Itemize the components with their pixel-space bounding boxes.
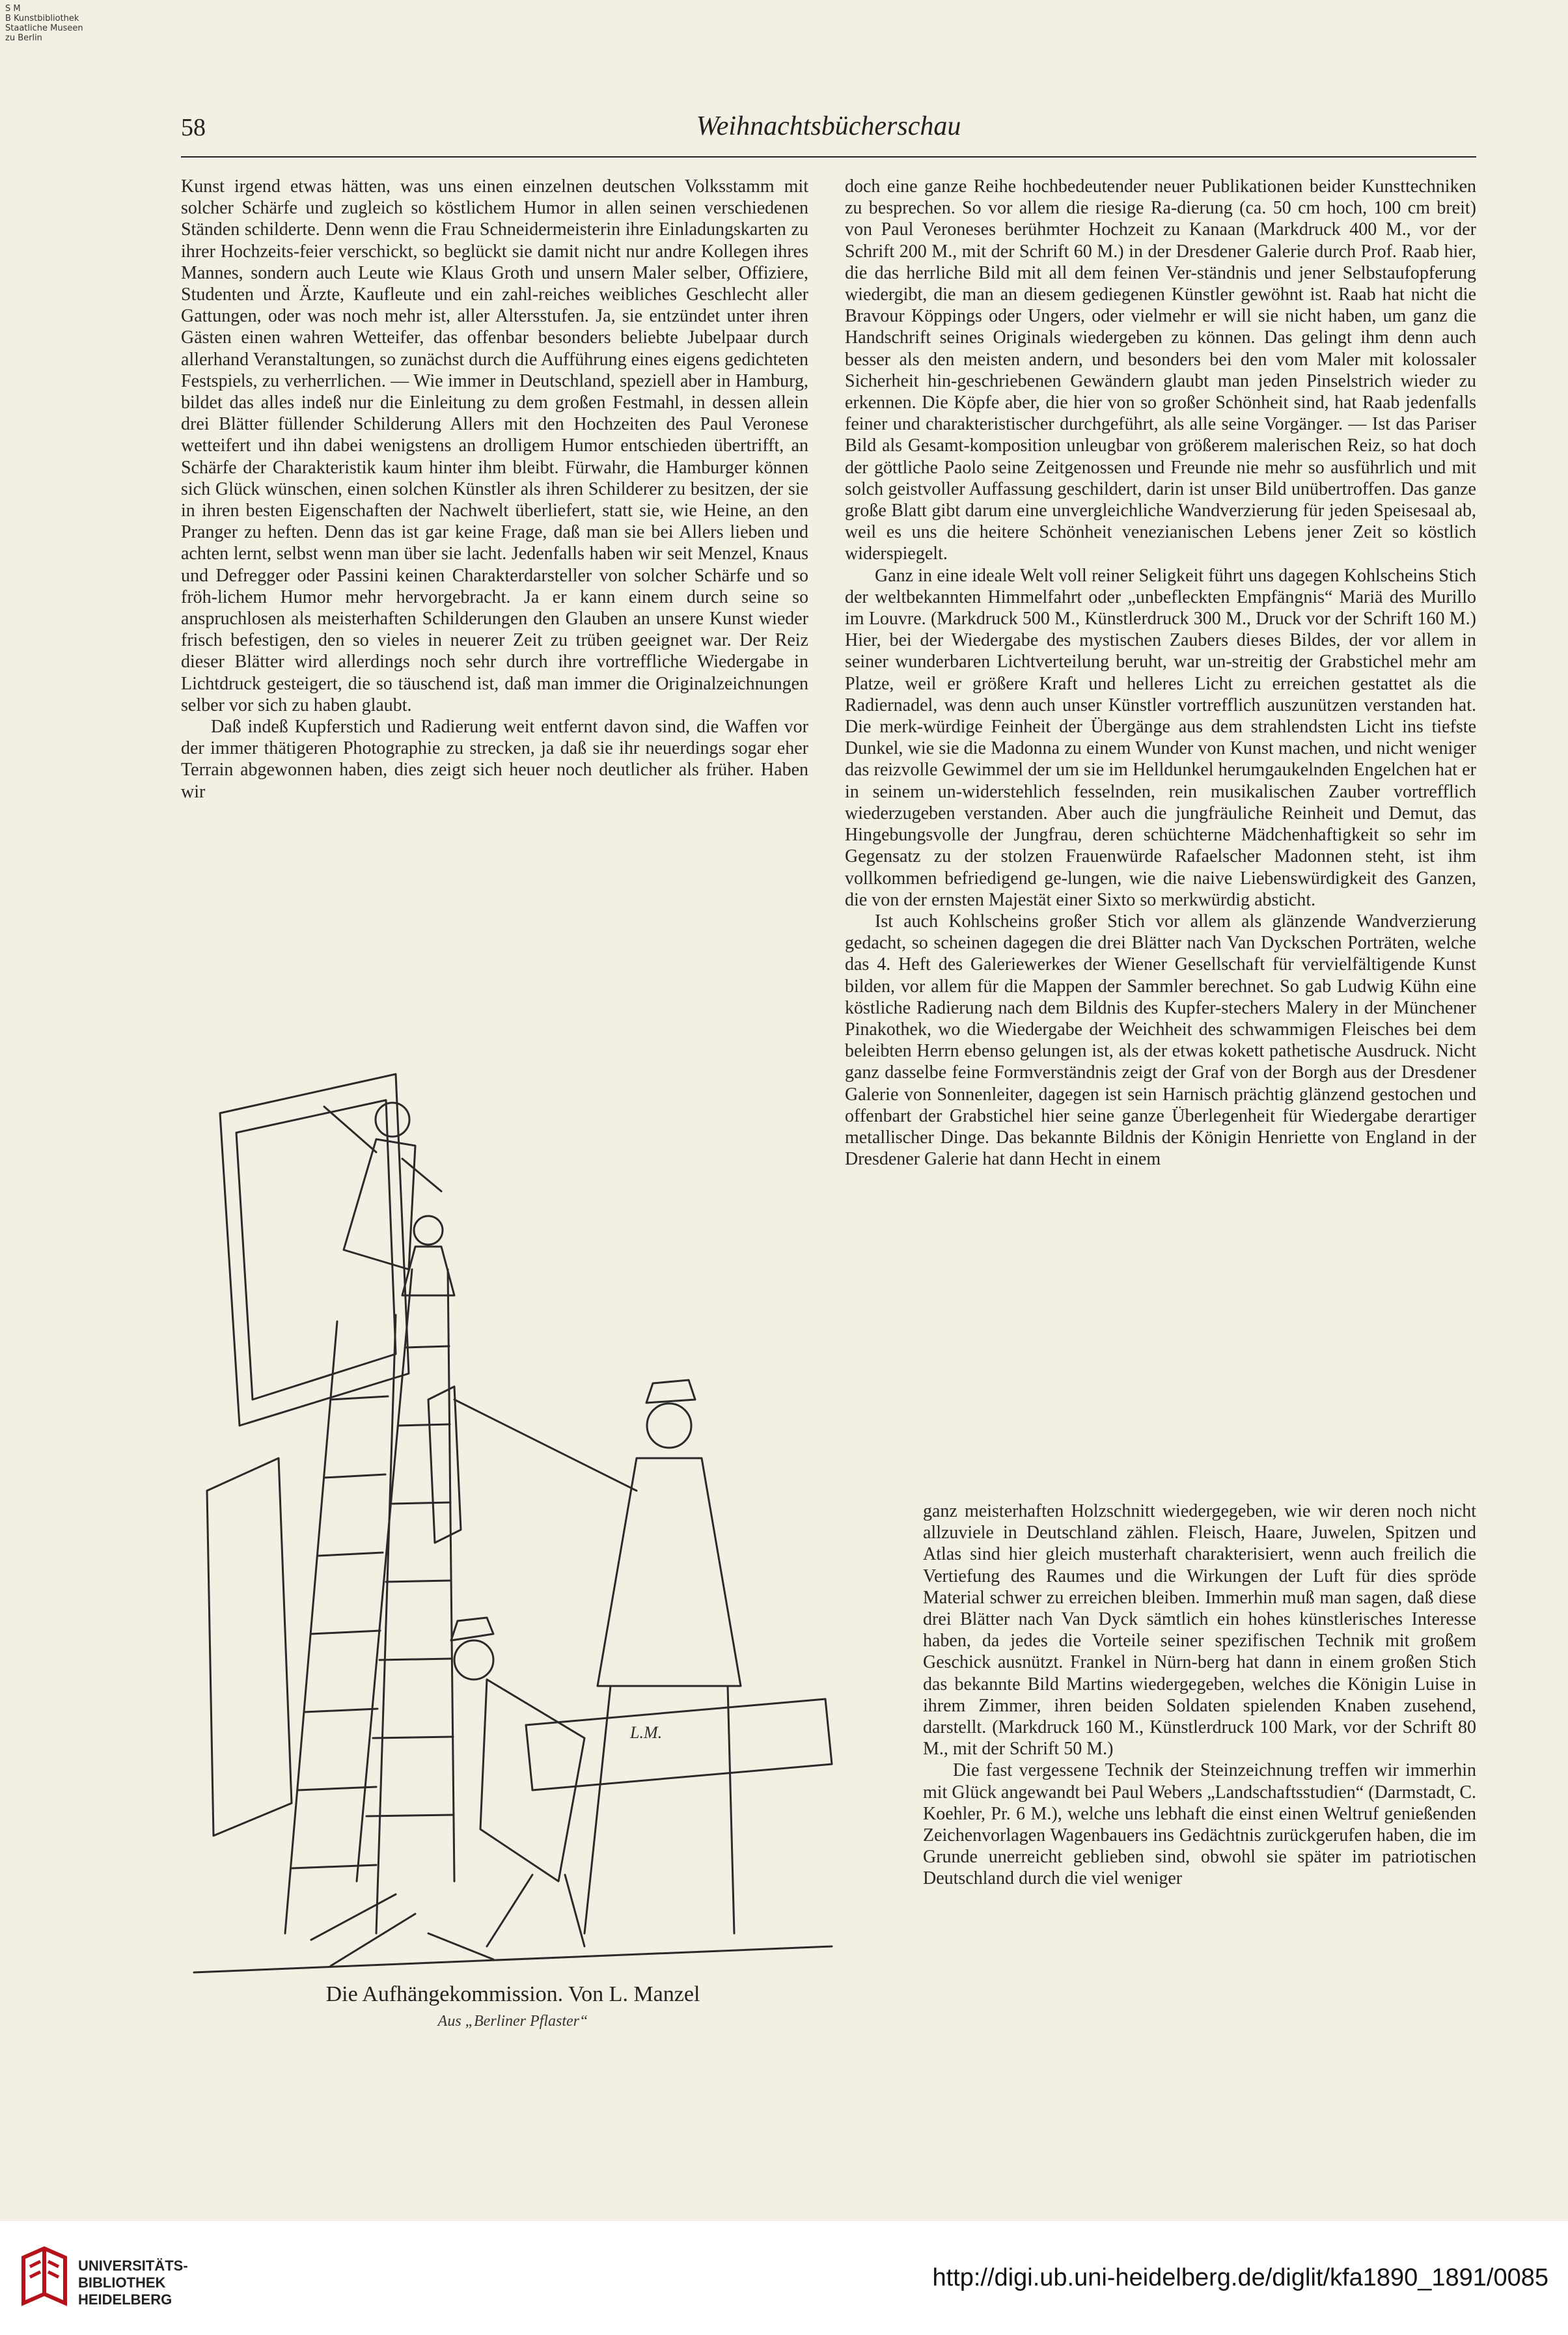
text-column-left <box>181 176 808 1025</box>
library-name-line: UNIVERSITÄTS- <box>78 2258 188 2274</box>
library-stamp <box>5 4 129 43</box>
library-name-line: HEIDELBERG <box>78 2291 172 2308</box>
page-number: 58 <box>181 114 206 141</box>
paragraph: Daß indeß Kupferstich und Radierung weit entfernt davon sind, die Waffen vor der immer thätigeren Photographie zu strecken, ja daß sie ihr neuerdings sogar eher Terrain abgewonnen haben, dies zeigt sich heuer noch deutlicher als früher. Haben wir <box>181 717 808 802</box>
digitization-footer <box>0 2221 1568 2335</box>
paragraph: Die fast vergessene Technik der Steinzeichnung treffen wir immerhin mit Glück angewandt bei Paul Webers „Landschaftsstudien“ (Darmstadt, C. Koehler, Pr. 6 M.), welche uns lebhaft die einst einen Weltruf genießenden Zeichenvorlagen Wagenbauers ins Gedächtnis zurückgerufen haben, die im Grunde unerreicht geblieben sind, obwohl sie später im patriotischen Deutschland durch die viel weniger <box>923 1760 1476 1889</box>
paragraph: Ganz in eine ideale Welt voll reiner Seligkeit führt uns dagegen Kohlscheins Stich der weltbekannten Himmelfahrt oder „unbefleckten Empfängnis“ Mariä des Murillo im Louvre. (Markdruck 500 M., Künstlerdruck 300 M., Druck vor der Schrift 160 M.) Hier, bei der Wiedergabe des mystischen Zaubers dieses Bildes, der vor allem in seiner wunderbaren Lichtverteilung beruht, war un-streitig der Grabstichel mehr am Platze, weil er größere Kraft und helleres Licht zu erreichen gestattet als die Radiernadel, was denn auch unser Künstler vortrefflich auszunützen verstanden hat. Die merk-würdige Feinheit der Übergänge aus dem strahlendsten Licht ins tiefste Dunkel, wie sie die Madonna zu einem Wunder von Kunst machen, und nicht weniger das reizvolle Gewimmel der um sie im Helldunkel herumgaukelnden Engelchen hat er in seinem un-widerstehlich fesselnden, rein musikalischen Zauber vortrefflich wiederzugeben verstanden. Aber auch die jungfräuliche Reinheit und Demut, das Hingebungsvolle der Jungfrau, deren schüchterne Mädchenhaftigkeit so sehr im Gegensatz zu der stolzen Frauenwürde Rafaelscher Madonnen steht, ist ihm vollkommen befriedigend ge-lungen, wie die naive Liebenswürdigkeit des Ganzen, die von der ernsten Majestät einer Sixto so merkwürdig absticht. <box>845 565 1476 910</box>
paragraph: doch eine ganze Reihe hochbedeutender neuer Publikationen beider Kunsttechniken zu besprechen. So vor allem die riesige Ra-dierung (ca. 50 cm hoch, 100 cm breit) von Paul Veroneses berühmter Hochzeit zu Kanaan (Markdruck 400 M., vor der Schrift 200 M., mit der Schrift 60 M.) in der Dresdener Galerie durch Prof. Raab hier, die das herrliche Bild mit all dem feinen Ver-ständnis und jener Selbstaufopferung wiedergibt, die man an diesem gediegenen Künstler gewöhnt ist. Raab hat nicht die Bravour Köppings oder Ungers, oder vielmehr er will sie nicht haben, um ganz die Handschrift seines Originals wiedergeben zu können. Das gelingt ihm denn auch besser als den meisten andern, und besonders bei den vom Maler mit kolossaler Sicherheit hin-geschriebenen Gewändern glaubt man jeden Pinselstrich wieder zu erkennen. Die Köpfe aber, die hier von so großer Schönheit sind, hat Raab jedenfalls feiner und charakteristischer durchgeführt, als alle seine Vorgänger. — Ist das Pariser Bild als Gesamt-komposition unleugbar von größerem malerischen Reiz, so hat doch der göttliche Paolo seine Zeitgenossen und Freunde nie mehr so ausführlich und mit solch geistvoller Auffassung geschildert, darin ist unser Bild unübertroffen. Das ganze große Blatt gibt darum eine unvergleichliche Wandverzierung für jeden Speisesaal ab, weil es uns die heitere Schönheit venezianischen Lebens jener Zeit so köstlich widerspiegelt. <box>845 176 1476 564</box>
digitization-url-link[interactable]: http://digi.ub.uni-heidelberg.de/diglit/kfa1890_1891/0085 <box>932 2264 1548 2291</box>
university-library-logo-icon <box>18 2245 70 2310</box>
stamp-line: B Kunstbibliothek <box>5 14 79 23</box>
library-name <box>78 2258 188 2308</box>
text-column-right <box>845 176 1476 1500</box>
figure-source: Aus „Berliner Pflaster“ <box>437 2013 588 2030</box>
stamp-line: zu Berlin <box>5 33 42 43</box>
page-header <box>181 104 1476 158</box>
text-column-right-continued <box>923 1500 1476 2083</box>
library-name-line: BIBLIOTHEK <box>78 2274 166 2291</box>
hanging-committee-drawing <box>181 1035 845 1979</box>
running-title: Weihnachtsbücherschau <box>696 111 961 141</box>
paragraph: Kunst irgend etwas hätten, was uns einen einzelnen deutschen Volksstamm mit solcher Schärfe und zugleich so köstlichem Humor in allen seinen verschiedenen Ständen schilderte. Denn wenn die Frau Schneidermeisterin ihre Einladungskarten zu ihrer Hochzeits-feier verschickt, so beglückt sie damit nicht nur andre Kollegen ihres Mannes, sondern auch Leute wie Klaus Groth und unsern Maler selber, Offiziere, Studenten und Ärzte, Kaufleute und ein zahl-reiches weibliches Geschlecht aller Gattungen, oder was noch mehr ist, aller Altersstufen. Ja, sie entzündet unter ihren Gästen einen wahren Wetteifer, das offenbar besonders beliebte Jubelpaar durch allerhand Veranstaltungen, so zunächst durch die Aufführung eines eigens gedichteten Festspiels, zu verherrlichen. — Wie immer in Deutschland, speziell aber in Hamburg, bildet das alles indeß nur die Einleitung zu dem großen Festmahl, in dessen allein drei Blätter füllender Schilderung Allers mit den Hochzeiten des Paul Veronese wetteifert und ihn dabei wenigstens an drolligem Humor entschieden übertrifft, an Schärfe der Charakteristik kaum hinter ihm bleibt. Fürwahr, die Hamburger können sich Glück wünschen, einen solchen Künstler als ihren Schilderer zu besitzen, der sie in ihren besten Eigenschaften der Nachwelt überliefert, statt sie, wie Heine, an den Pranger zu heften. Denn das ist gar keine Frage, daß man sie bei Allers lieben und achten lernt, selbst wenn man über sie lacht. Jedenfalls haben wir seit Menzel, Knaus und Defregger oder Passini keinen Charakterdarsteller von solcher Schärfe und so fröh-lichem Humor mehr hervorgebracht. Ja er kann einem durch seine so anspruchlosen als meisterhaften Schilderungen den Glauben an unsere Kunst wieder frisch befestigen, den so vieles in neuerer Zeit zu trüben geeignet war. Der Reiz dieser Blätter wird allerdings noch sehr durch ihre vortreffliche Wiedergabe in Lichtdruck gesteigert, die so täuschend ist, daß man immer die Originalzeichnungen selber vor sich zu haben glaubt. <box>181 176 808 715</box>
stamp-line: S M <box>5 4 21 14</box>
paragraph: ganz meisterhaften Holzschnitt wiedergegeben, wie wir deren noch nicht allzuviele in Deutschland zählen. Fleisch, Haare, Juwelen, Spitzen und Atlas sind hier gleich musterhaft charakterisiert, wenn auch freilich die Vertiefung des Raumes und die Wirkungen der Luft für dies spröde Material schwer zu erreichen bleiben. Immerhin muß man sagen, daß diese drei Blätter nach Van Dyck sämtlich ein hohes künstlerisches Interesse haben, da jedes die Vorteile seiner spezifischen Technik mit großem Geschick ausnützt. Frankel in Nürn-berg hat dann in einem großen Stich das bekannte Bild Martins wiedergegeben, welches die Königin Luise in ihrem Zimmer, ihren beiden Soldaten spielenden Knaben zusehend, darstellt. (Markdruck 160 M., Künstlerdruck 100 Mark, vor der Schrift 80 M., mit der Schrift 50 M.) <box>923 1501 1476 1760</box>
paragraph: Ist auch Kohlscheins großer Stich vor allem als glänzende Wandverzierung gedacht, so scheinen dagegen die drei Blätter nach Van Dyckschen Porträten, welche das 4. Heft des Galeriewerkes der Wiener Gesellschaft für vervielfältigende Kunst bilden, vor allem für die Mappen der Sammler berechnet. So gab Ludwig Kühn eine köstliche Radierung nach dem Bildnis des Kupfer-stechers Malery in der Münchener Pinakothek, wo die Wiedergabe der Weichheit des schwammigen Fleisches bei dem beleibten Herrn ebenso gelungen ist, als der etwas kokett pathetische Ausdruck. Nicht ganz dasselbe feine Formverständnis zeigt der Graf von der Borgh aus der Dresdener Galerie von Sonnenleiter, dagegen ist sein Harnisch prächtig glänzend gestochen und offenbart der Grabstichel hier seine ganze Überlegenheit für Wiedergabe derartiger metallischer Dinge. Das bekannte Bildnis der Königin Henriette von England in der Dresdener Galerie hat dann Hecht in einem <box>845 911 1476 1170</box>
illustration <box>181 1035 845 2051</box>
figure-caption: Die Aufhängekommission. Von L. Manzel <box>325 1982 700 2006</box>
artist-signature: L.M. <box>630 1723 663 1742</box>
stamp-line: Staatliche Museen <box>5 23 83 33</box>
